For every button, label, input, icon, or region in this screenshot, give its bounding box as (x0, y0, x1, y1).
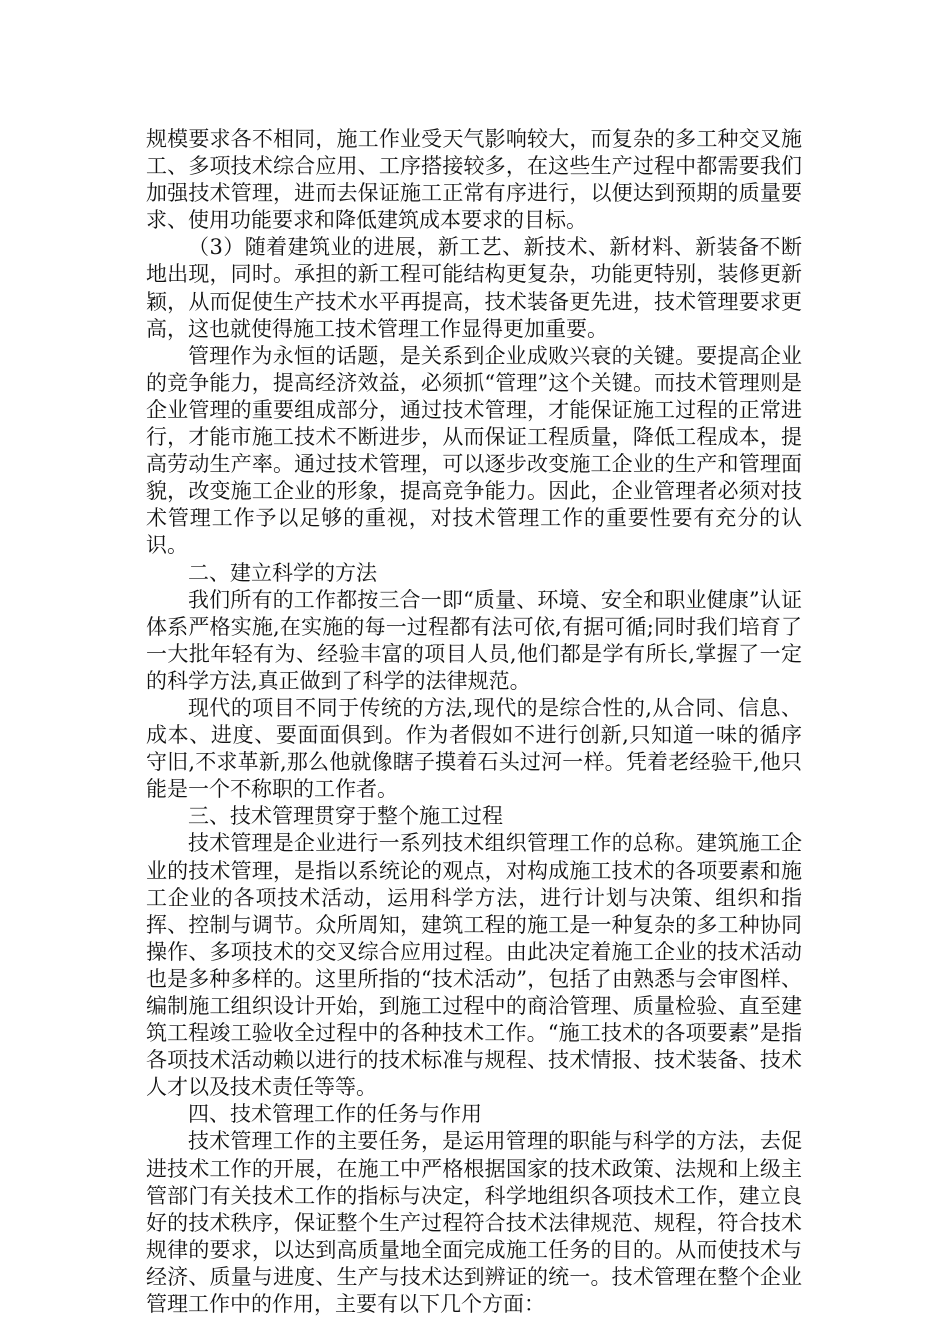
section-heading-3: 三、技术管理贯穿于整个施工过程 (188, 804, 503, 829)
paragraph-tasks-and-role: 技术管理工作的主要任务，是运用管理的职能与科学的方法，去促进技术工作的开展，在施工中严格根据国家的技术政策、法规和上级主管部门有关技术工作的指标与决定，科学地组织各项技术工作，建立良好的技术秩序，保证整个生产过程符合技术法律规范、规程，符合技术规律的要求，以达到高质量地全面完成施工任务的目的。从而使技术与经济、质量与进度、生产与技术达到辨证的统一。技术管理在整个企业管理工作中的作用，主要有以下几个方面： (146, 1129, 802, 1317)
document-page (146, 126, 802, 1318)
paragraph-certification-system: 我们所有的工作都按三合一即“质量、环境、安全和职业健康”认证体系严格实施,在实施的每一过程都有法可依,有据可循;同时我们培育了一大批年轻有为、经验丰富的项目人员,他们都是学有所长,掌握了一定的科学方法,真正做到了科学的法律规范。 (146, 587, 802, 693)
paragraph-technical-management-definition: 技术管理是企业进行一系列技术组织管理工作的总称。建筑施工企业的技术管理，是指以系统论的观点，对构成施工技术的各项要素和施工企业的各项技术活动，运用科学方法，进行计划与决策、组织和指挥、控制与调节。众所周知，建筑工程的施工是一种复杂的多工种协同操作、多项技术的交叉综合应用过程。由此决定着施工企业的技术活动也是多种多样的。这里所指的“技术活动”，包括了由熟悉与会审图样、编制施工组织设计开始，到施工过程中的商洽管理、质量检验、直至建筑工程竣工验收全过程中的各种技术工作。“施工技术的各项要素”是指各项技术活动赖以进行的技术标准与规程、技术情报、技术装备、技术人才以及技术责任等等。 (146, 831, 802, 1100)
section-heading-2: 二、建立科学的方法 (188, 560, 377, 585)
paragraph-management-importance: 管理作为永恒的话题，是关系到企业成败兴衰的关键。要提高企业的竞争能力，提高经济效益，必须抓“管理”这个关键。而技术管理则是企业管理的重要组成部分，通过技术管理，才能保证施工过程的正常进行，才能市施工技术不断进步，从而保证工程质量，降低工程成本，提高劳动生产率。通过技术管理，可以逐步改变施工企业的生产和管理面貌，改变施工企业的形象，提高竞争能力。因此，企业管理者必须对技术管理工作予以足够的重视，对技术管理工作的重要性要有充分的认识。 (146, 343, 802, 558)
paragraph-point-3: （3）随着建筑业的进展，新工艺、新技术、新材料、新装备不断地出现，同时。承担的新工程可能结构更复杂，功能更特别，装修更新颖，从而促使生产技术水平再提高，技术装备更先进，技术管理要求更高，这也就使得施工技术管理工作显得更加重要。 (146, 235, 802, 341)
paragraph-intro-continuation: 规模要求各不相同，施工作业受天气影响较大，而复杂的多工种交叉施工、多项技术综合应用、工序搭接较多，在这些生产过程中都需要我们加强技术管理，进而去保证施工正常有序进行，以便达到预期的质量要求、使用功能要求和降低建筑成本要求的目标。 (146, 127, 802, 233)
section-heading-4: 四、技术管理工作的任务与作用 (188, 1102, 482, 1127)
paragraph-modern-projects: 现代的项目不同于传统的方法,现代的是综合性的,从合同、信息、成本、进度、要面面俱到。作为者假如不进行创新,只知道一味的循序守旧,不求革新,那么他就像瞎子摸着石头过河一样。凭着老经验干,他只能是一个不称职的工作者。 (146, 695, 802, 802)
